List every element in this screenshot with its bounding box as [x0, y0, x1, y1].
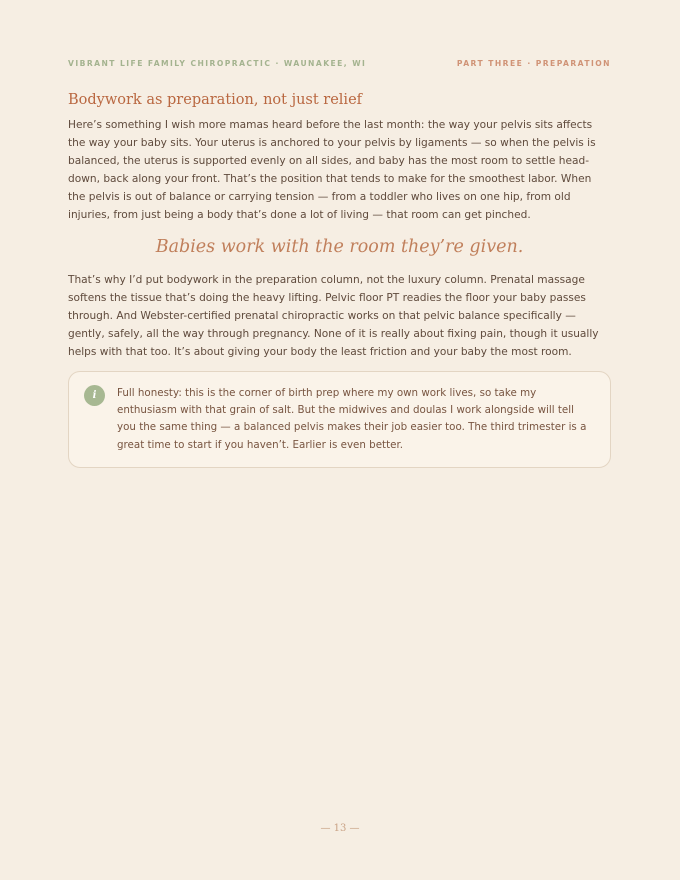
callout-text: Full honesty: this is the corner of birth prep where my own work lives, so take my enthusiasm with that grain of salt. But the midwives and doulas I work alongside will tell you the same thing — a balanced pelvis makes their job easier too. The third trimester is a great time to start if you haven’t. Earlier is even better. [117, 387, 587, 451]
body-paragraph-1: Here’s something I wish more mamas heard before the last month: the way your pelvis sits affects the way your baby sits. Your uterus is anchored to your pelvis by ligaments — so when the pelvis is balanced, the uterus is supported evenly on all sides, and baby has the most room to settle head-down, back along your front. That’s the position that tends to make for the smoothest labor. When the pelvis is out of balance or carrying tension — from a toddler who lives on one hip, from old injuries, from just being a body that’s done a lot of living — that room can get pinched. [68, 119, 596, 222]
page-number: — 13 — [320, 823, 360, 834]
page-content [68, 90, 611, 468]
pull-quote: Babies work with the room they’re given. [155, 236, 524, 257]
section-label: PART THREE · PREPARATION [456, 58, 611, 68]
practice-name: VIBRANT LIFE FAMILY CHIROPRACTIC · WAUNAKEE, WI [68, 58, 367, 68]
info-icon: i [84, 385, 105, 406]
section-heading: Bodywork as preparation, not just relief [68, 92, 363, 108]
running-header [68, 57, 611, 69]
body-paragraph-2: That’s why I’d put bodywork in the preparation column, not the luxury column. Prenatal massage softens the tissue that’s doing the heavy lifting. Pelvic floor PT readies the floor your baby passes through. And Webster-certified prenatal chiropractic works on that pelvic balance specifically — gently, safely, all the way through pregnancy. None of it is really about fixing pain, though it usually helps with that too. It’s about giving your body the least friction and your baby the most room. [68, 273, 599, 358]
info-callout [68, 371, 611, 468]
